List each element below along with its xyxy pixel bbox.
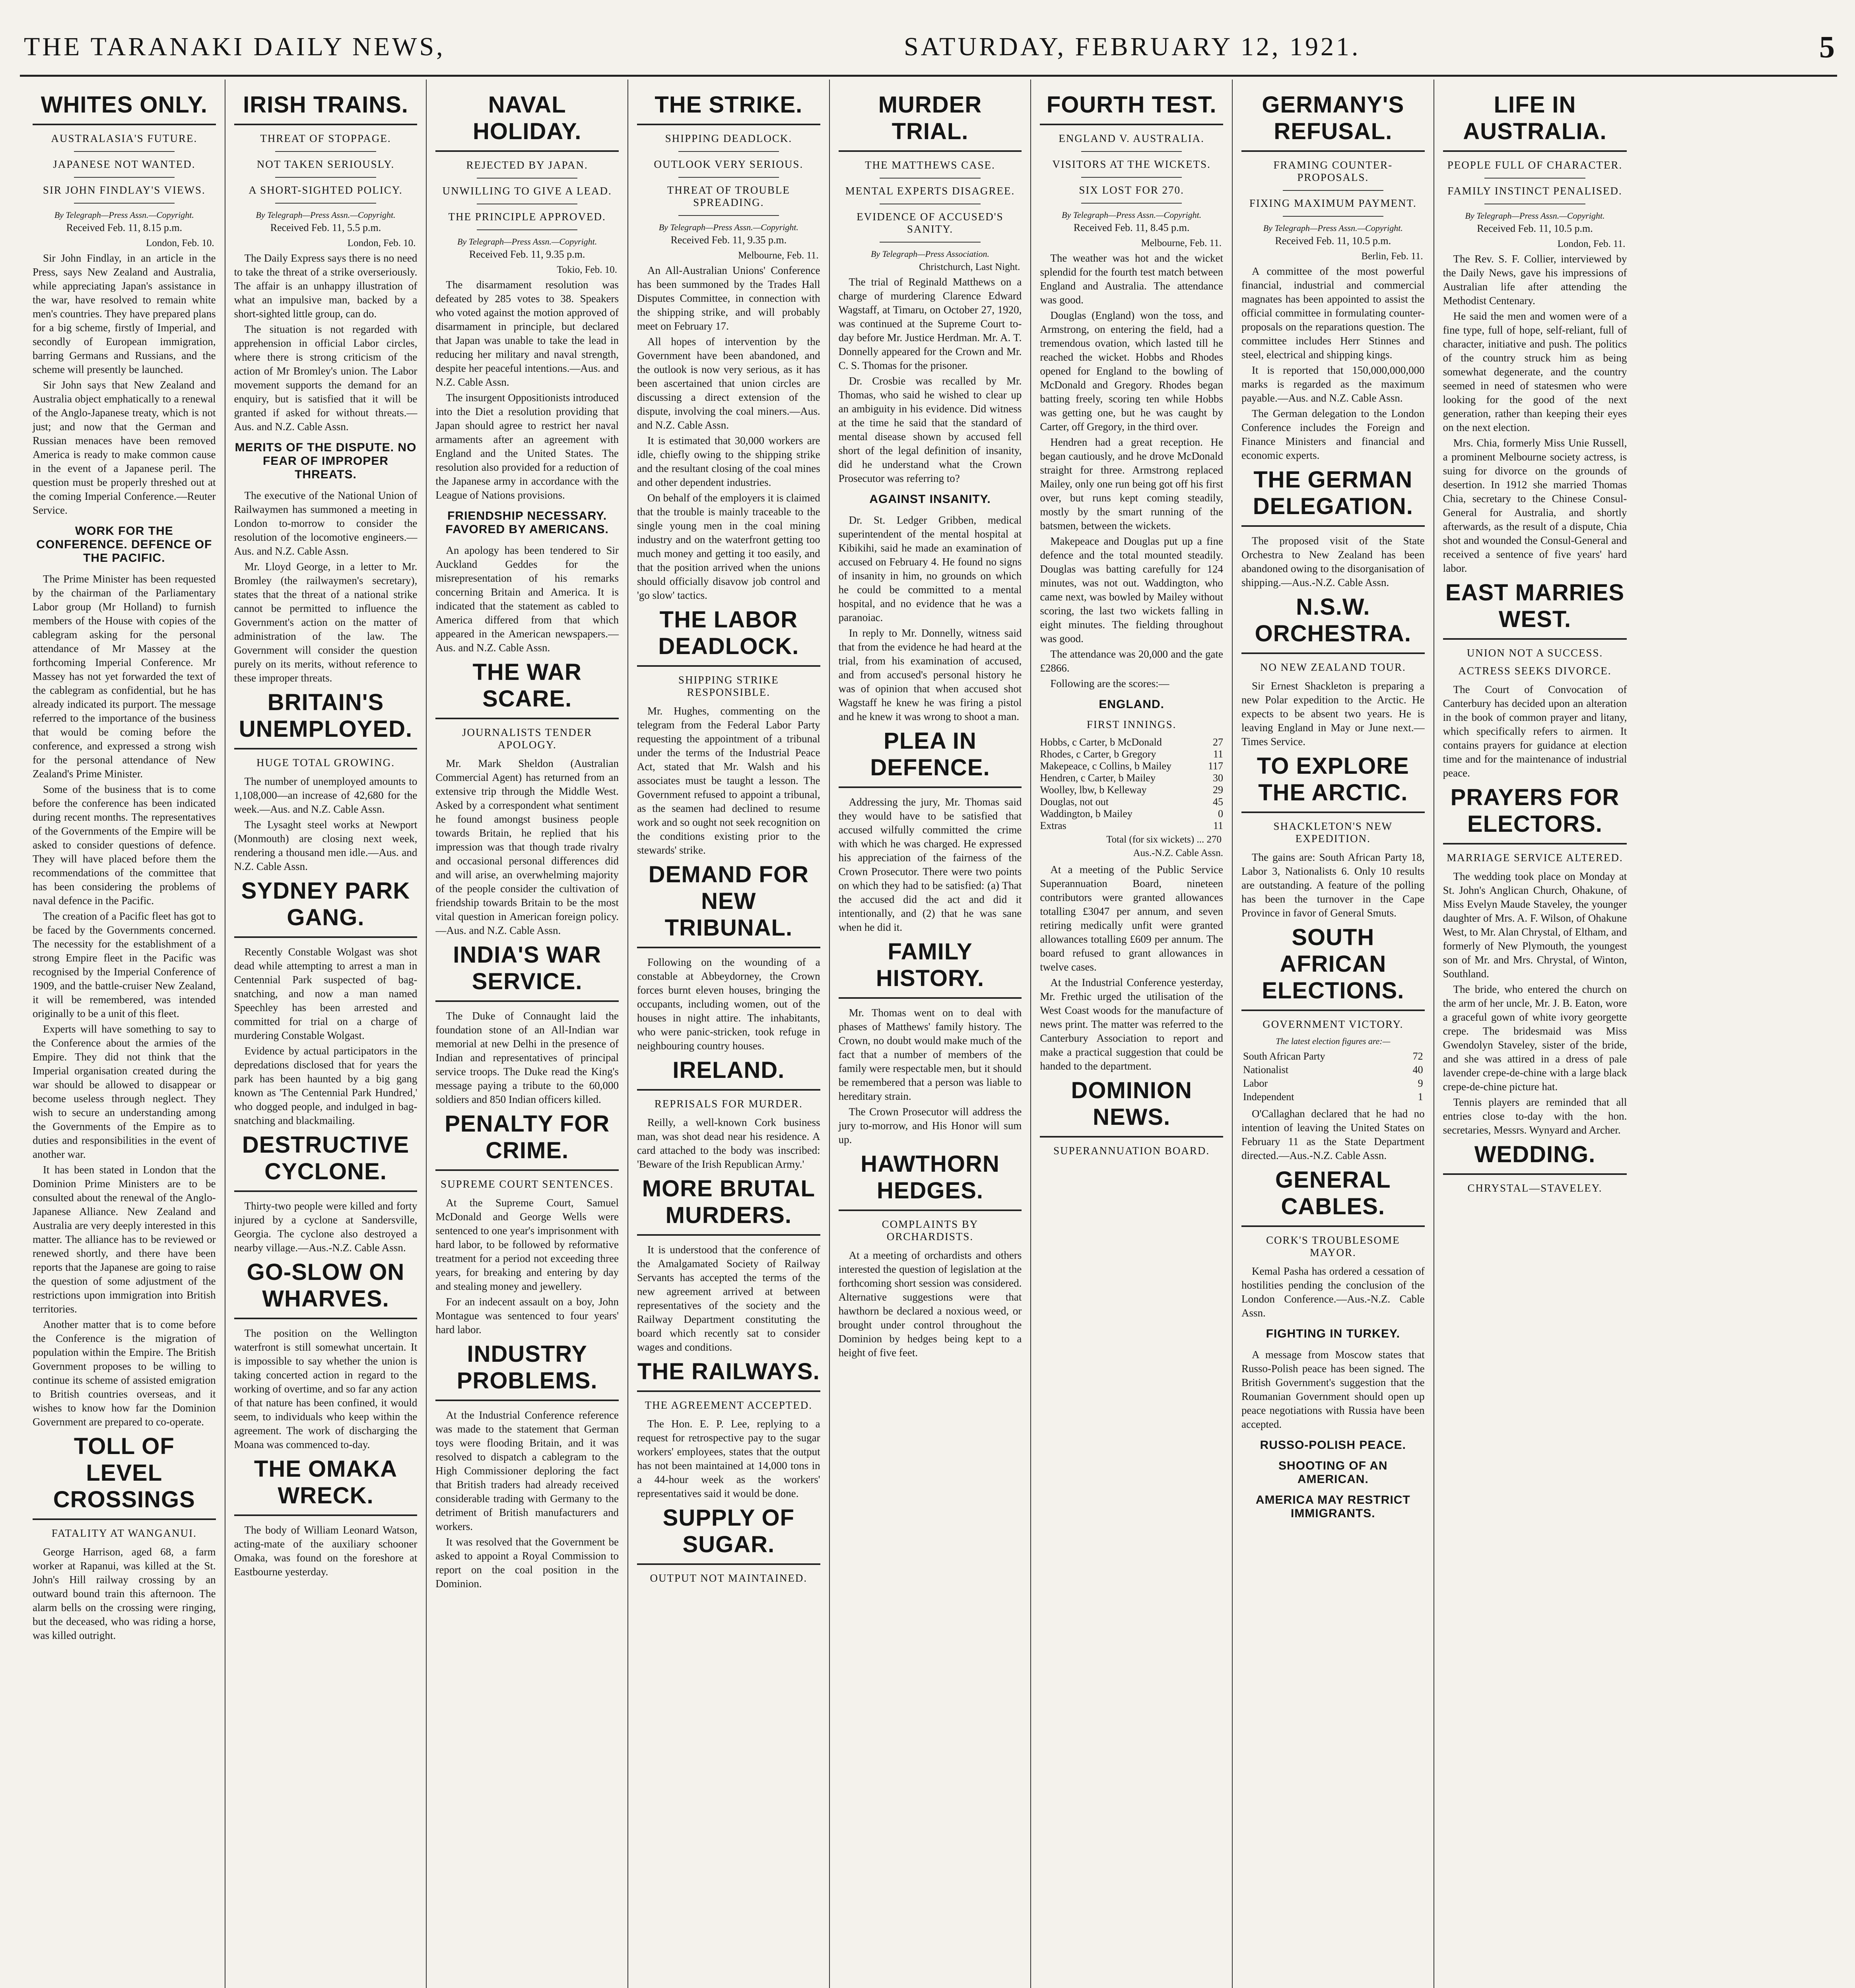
runs: 11 <box>1213 748 1223 760</box>
paragraph: The wedding took place on Monday at St. John's Anglican Church, Ohakune, of Miss Evelyn Maude Staveley, the younger daughter of Mrs. A. F. Wilson, of Ohakune West, to Mr. Alan Chrystal, of Eltham, and formerly of New Plymouth, the youngest son of Mr. and Mrs. Chrystal, of Winton, Southland. <box>1443 870 1627 980</box>
article-headline: THE WAR SCARE. <box>435 659 619 719</box>
wire-credit: By Telegraph—Press Assn.—Copyright. <box>1062 210 1202 220</box>
runs: 45 <box>1212 796 1223 808</box>
headline-deck: FIXING MAXIMUM PAYMENT. <box>1249 197 1417 209</box>
article-headline: WEDDING. <box>1443 1141 1627 1175</box>
received-time: Received Feb. 11, 10.5 p.m. <box>1275 235 1391 247</box>
article-body <box>33 251 216 517</box>
paragraph: The executive of the National Union of Railwaymen has summoned a meeting in London to-morrow to consider the resolution of the locomotive engineers.—Aus. and N.Z. Cable Assn. <box>234 489 418 557</box>
headline-deck: EVIDENCE OF ACCUSED'S SANITY. <box>857 211 1004 235</box>
article-headline: MURDER TRIAL. <box>839 91 1022 152</box>
paragraph: The situation is not regarded with apprehension in official Labor circles, where there is strong criticism of the action of Mr Bromley's union. The Labor movement supports the demand for an enquiry, but is satisfied that it will be granted if asked for without threats.—Aus. and N.Z. Cable Assn. <box>234 323 418 433</box>
paragraph: It is understood that the conference of the Amalgamated Society of Railway Servants has accepted the terms of the new agreement arrived at between representatives of the society and the Railway Department constituting the board which recently sat to consider wages and conditions. <box>637 1244 820 1353</box>
seats: 1 <box>1418 1091 1423 1103</box>
article-headline: GERMANY'S REFUSAL. <box>1241 91 1425 152</box>
paragraph: Hendren had a great reception. He began cautiously, and he drove McDonald straight for three. Armstrong replaced Mailey, only one run being got off his first over, but runs kept coming steadily, mostly by the smart running of the batsmen, between the wickets. <box>1040 436 1223 532</box>
article-body-4 <box>435 1009 619 1107</box>
deck-rule <box>74 177 175 178</box>
deck-rule <box>1283 190 1383 191</box>
headline-deck: SHIPPING DEADLOCK. <box>665 132 793 144</box>
headline-deck: REJECTED BY JAPAN. <box>466 159 588 171</box>
paragraph: In reply to Mr. Donnelly, witness said that from the evidence he had heard at the trial, from his examination of accused, and from accused's personal history he was of opinion that when accused shot Wagstaff he knew he was firing a pistol and he knew it was wrong to shoot a man. <box>838 627 1022 722</box>
article-body-6 <box>637 1243 820 1354</box>
article-headline: TO EXPLORE THE ARCTIC. <box>1241 753 1425 813</box>
paragraph: The number of unemployed amounts to 1,108,000—an increase of 42,680 for the week.—Aus. and N.Z. Cable Assn. <box>234 775 418 815</box>
score-row <box>1040 820 1223 832</box>
headline-deck: AUSTRALASIA'S FUTURE. <box>51 132 198 144</box>
article-body-6 <box>435 1408 619 1591</box>
article-body-7 <box>1241 1264 1425 1320</box>
election-results <box>1241 1050 1425 1104</box>
column-8 <box>1434 80 1636 1988</box>
article-headline: SOUTH AFRICAN ELECTIONS. <box>1241 924 1425 1011</box>
headline-deck: MARRIAGE SERVICE ALTERED. <box>1447 852 1623 864</box>
headline-deck: UNWILLING TO GIVE A LEAD. <box>442 185 612 197</box>
subheading: MERITS OF THE DISPUTE. NO FEAR OF IMPROPER THREATS. <box>235 441 417 481</box>
paragraph: The weather was hot and the wicket splendid for the fourth test match between England and Australia. The attendance was good. <box>1040 252 1223 306</box>
headline-deck: FRAMING COUNTER-PROPOSALS. <box>1273 159 1393 183</box>
runs: 117 <box>1208 760 1223 772</box>
paragraph: A committee of the most powerful financial, industrial and commercial magnates has been appointed to assist the official committee in formulating counter-proposals on the reparations question. The committee includes Herr Stinnes and steel, electrical and shipping kings. <box>1241 265 1425 361</box>
headline-deck: MENTAL EXPERTS DISAGREE. <box>845 185 1015 197</box>
headline-deck: NOT TAKEN SERIOUSLY. <box>256 158 395 170</box>
score-row <box>1040 784 1223 796</box>
article-headline: HAWTHORN HEDGES. <box>839 1151 1022 1211</box>
received-time: Received Feb. 11, 9.35 p.m. <box>670 234 787 246</box>
paragraph: The Rev. S. F. Collier, interviewed by the Daily News, gave his impressions of Australian life after attending the Methodist Centenary. <box>1443 253 1627 307</box>
article-headline: LIFE IN AUSTRALIA. <box>1443 91 1627 152</box>
wire-credit: By Telegraph—Press Assn.—Copyright. <box>256 210 396 220</box>
paragraph: The insurgent Oppositionists introduced into the Diet a resolution providing that Japan should agree to restrict her naval armaments after an agreement with England and the United States. The resolution also provided for a reduction of the Japanese army in accordance with the League of Nations provisions. <box>435 392 619 501</box>
paragraph: The Hon. E. P. Lee, replying to a request for retrospective pay to the sugar workers' employees, states that the output has not been maintained at 14,000 tons in a 44-hour week as the workers' representatives said it would be done. <box>637 1418 820 1499</box>
article-headline: BRITAIN'S UNEMPLOYED. <box>234 689 418 749</box>
article-body-3 <box>234 775 418 874</box>
dateline: London, Feb. 10. <box>347 238 416 248</box>
article-body-2 <box>435 544 619 655</box>
headline-deck: FAMILY INSTINCT PENALISED. <box>1447 185 1622 197</box>
paragraph: All hopes of intervention by the Government have been abandoned, and the outlook is now very serious, as it has been ascertained that union circles are discussing a direct extension of the dispute, involving the coal miners.—Aus. and N.Z. Cable Assn. <box>637 336 820 431</box>
deck-rule <box>74 151 175 152</box>
column-3 <box>427 80 628 1988</box>
article-headline: WHITES ONLY. <box>33 91 216 125</box>
article-headline: GO-SLOW ON WHARVES. <box>234 1259 418 1319</box>
paragraph: Sir John Findlay, in an article in the Press, says New Zealand and Australia, while appreciating Japan's assistance in the war, have resolved to remain white men's countries. They have prepared plans for a big scheme, firstly of Imperial, and secondly of European immigration, barring Germans and Russians, and the scheme will presently be launched. <box>33 252 216 375</box>
deck-rule <box>275 203 376 204</box>
article-body <box>1040 251 1223 691</box>
party: Nationalist <box>1243 1064 1289 1076</box>
deck-rule <box>880 178 980 179</box>
headline-deck: COMPLAINTS BY ORCHARDISTS. <box>882 1218 979 1242</box>
article-body-2 <box>33 572 216 1429</box>
article-body <box>839 275 1022 485</box>
headline-deck: ACTRESS SEEKS DIVORCE. <box>1458 665 1612 677</box>
paragraph: Evidence by actual participators in the depredations disclosed that for years the park has been haunted by a big gang known as 'The Centennial Park Hundred,' who dogged people, and indulged in bag-snatching and blackmailing. <box>234 1045 418 1126</box>
runs: 30 <box>1212 772 1223 784</box>
article-headline: FOURTH TEST. <box>1040 91 1223 125</box>
paragraph: It is estimated that 30,000 workers are idle, chiefly owing to the shipping strike and the resultant closing of the coal mines and other dependent industries. <box>637 435 820 488</box>
paragraph: At the Industrial Conference yesterday, Mr. Frethic urged the utilisation of the West Coast woods for the manufacture of news print. The matter was referred to the Canterbury Association to report and make a practical suggestion that could be handed to the department. <box>1040 977 1223 1072</box>
article-headline: DEMAND FOR NEW TRIBUNAL. <box>637 861 820 948</box>
headline-deck: THREAT OF STOPPAGE. <box>260 132 391 144</box>
dateline: Melbourne, Feb. 11. <box>738 250 819 261</box>
article-body-3 <box>637 704 820 857</box>
article-body <box>1241 264 1425 405</box>
paragraph: The proposed visit of the State Orchestra to New Zealand has been abandoned owing to the disorganisation of shipping.—Aus.-N.Z. Cable Assn. <box>1241 535 1425 588</box>
article-body-7 <box>637 1417 820 1501</box>
paragraph: Douglas (England) won the toss, and Armstrong, on entering the field, had a tremendous ovation, which lasted till he reached the wicket. Hobbs and Rhodes opened for England to the bowling of McDonald and Gregory. Rhodes began batting freely, scoring ten while Hobbs was getting one, but he was caught by Carter, off Gregory, in the third over. <box>1040 309 1223 433</box>
wire-credit: By Telegraph—Press Association. <box>870 249 989 259</box>
deck-rule <box>1081 177 1182 178</box>
headline-deck: OUTPUT NOT MAINTAINED. <box>650 1572 808 1584</box>
score-row <box>1040 748 1223 760</box>
results-intro: The latest election figures are:— <box>1276 1036 1391 1046</box>
headline-deck: THREAT OF TROUBLE SPREADING. <box>667 184 790 208</box>
result-row <box>1241 1090 1425 1104</box>
headline-deck: THE AGREEMENT ACCEPTED. <box>645 1399 812 1411</box>
party: Independent <box>1243 1091 1294 1103</box>
article-body-5 <box>234 1199 418 1255</box>
headline-deck: SHIPPING STRIKE RESPONSIBLE. <box>678 674 779 698</box>
paragraph: The position on the Wellington waterfront is still somewhat uncertain. It is impossible to say whether the union is taking concerted action in regard to the working of overtime, and so far any action of that nature has been confined, it would seem, to individuals who keep within the agreement. The work of discharging the Moana was commenced to-day. <box>234 1327 418 1450</box>
subheading: RUSSO-POLISH PEACE. <box>1260 1439 1406 1452</box>
paragraph: Kemal Pasha has ordered a cessation of hostilities pending the conclusion of the London Conference.—Aus.-N.Z. Cable Assn. <box>1241 1265 1425 1319</box>
batsman: Makepeace, c Collins, b Mailey <box>1040 760 1172 772</box>
seats: 9 <box>1418 1077 1423 1089</box>
masthead <box>24 28 1837 66</box>
article-body <box>637 264 820 432</box>
received-time: Received Feb. 11, 8.15 p.m. <box>66 222 183 233</box>
column-2 <box>225 80 427 1988</box>
article-headline: THE GERMAN DELEGATION. <box>1241 466 1425 527</box>
paragraph: An All-Australian Unions' Conference has been summoned by the Trades Hall Disputes Committee, in connection with the shipping strike, and will probably meet on February 17. <box>637 264 820 332</box>
runs: 27 <box>1212 736 1223 748</box>
headline-deck: JAPANESE NOT WANTED. <box>53 158 196 170</box>
paragraph: O'Callaghan declared that he had no intention of leaving the United States on February 11 as the State Department directed.—Aus.-N.Z. Cable Assn. <box>1241 1108 1425 1161</box>
article-body-3 <box>1241 534 1425 590</box>
headline-deck: HUGE TOTAL GROWING. <box>256 757 395 769</box>
runs: 11 <box>1213 820 1223 831</box>
batsman: Woolley, lbw, b Kelleway <box>1040 784 1147 796</box>
article-headline: GENERAL CABLES. <box>1241 1167 1425 1227</box>
article-headline: EAST MARRIES WEST. <box>1443 579 1627 640</box>
article-headline: NAVAL HOLIDAY. <box>435 91 619 152</box>
score-row <box>1040 772 1223 784</box>
received-time: Received Feb. 11, 9.35 p.m. <box>469 248 585 260</box>
dateline: London, Feb. 10. <box>146 238 214 248</box>
paragraph: Mr. Lloyd George, in a letter to Mr. Bromley (the railwaymen's secretary), states that the threat of a national strike cannot be permitted to influence the Government's action on the matter of administration of the law. The Government will consider the question purely on its merits, without reference to these improper threats. <box>234 561 418 684</box>
score-row <box>1040 760 1223 772</box>
article-headline: INDIA'S WAR SERVICE. <box>435 942 619 1002</box>
score-row <box>1040 736 1223 748</box>
headline-deck: CORK'S TROUBLESOME MAYOR. <box>1266 1234 1400 1258</box>
party: South African Party <box>1243 1050 1325 1062</box>
party: Labor <box>1243 1077 1268 1089</box>
paragraph: Dr. St. Ledger Gribben, medical superintendent of the mental hospital at Kibikihi, said he made an examination of accused on February 4. He found no signs of insanity in him, no grounds on which he could be committed to a mental hospital, and no evidence that he was a paranoiac. <box>838 514 1022 623</box>
paragraph: On behalf of the employers it is claimed that the trouble is mainly traceable to the single young men in the coal mining industry and on the waterfront getting too much money and getting it too easily, and that the position arrived when the unions should officially disavow job control and 'go slow' tactics. <box>637 492 820 601</box>
paragraph: The German delegation to the London Conference includes the Foreign and Finance Ministers and financial and economic experts. <box>1241 408 1425 461</box>
dateline: Christchurch, Last Night. <box>919 262 1020 272</box>
subheading: WORK FOR THE CONFERENCE. DEFENCE OF THE PACIFIC. <box>36 524 212 565</box>
columns-container <box>24 80 1837 1988</box>
headline-deck: NO NEW ZEALAND TOUR. <box>1260 661 1406 673</box>
paragraph: It was resolved that the Government be asked to appoint a Royal Commission to report on the coal position in the Dominion. <box>435 1536 619 1590</box>
paragraph: Some of the business that is to come before the conference has been indicated during recent months. The representatives of the Governments of the Empire will be asked to consider questions of defence. They will have placed before them the recommendations of the committee that has been considering the problems of naval defence in the Pacific. <box>33 783 216 907</box>
wire-credit: By Telegraph—Press Assn.—Copyright. <box>457 237 597 247</box>
scores-title: ENGLAND. <box>1099 698 1164 711</box>
deck-rule <box>1081 203 1182 204</box>
article-body-2 <box>1040 863 1223 1073</box>
article-body-2 <box>839 513 1022 724</box>
score-row <box>1040 808 1223 820</box>
column-4 <box>628 80 830 1988</box>
article-headline: INDUSTRY PROBLEMS. <box>435 1341 619 1401</box>
paragraph: The Duke of Connaught laid the foundation stone of an All-Indian war memorial at new Delhi in the presence of Indian and representatives of principal service troops. The Duke read the King's message paying a tribute to the 60,000 soldiers and 850 Indian officers killed. <box>435 1010 619 1105</box>
article-body-3 <box>435 757 619 938</box>
runs: 29 <box>1212 784 1223 796</box>
article-body-8 <box>1241 1348 1425 1431</box>
received-time: Received Feb. 11, 5.5 p.m. <box>270 222 381 233</box>
paragraph: Mr. Thomas went on to deal with phases of Matthews' family history. The Crown, no doubt would make much of the fact that a number of members of the family were respectable men, but it should be remembered that a person was liable to hereditary strain. <box>838 1007 1022 1102</box>
paragraph: The Crown Prosecutor will address the jury to-morrow, and His Honor will sum up. <box>838 1106 1022 1145</box>
scores-subtitle: FIRST INNINGS. <box>1086 718 1177 730</box>
article-headline: TOLL OF LEVEL CROSSINGS <box>33 1433 216 1520</box>
dateline: Melbourne, Feb. 11. <box>1141 238 1222 248</box>
paragraph: The body of William Leonard Watson, acting-mate of the auxiliary schooner Omaka, was found on the foreshore at Eastbourne yesterday. <box>234 1524 418 1578</box>
article-headline: DOMINION NEWS. <box>1040 1077 1223 1138</box>
article-body-6 <box>1241 1107 1425 1163</box>
paragraph: At the Supreme Court, Samuel McDonald and George Wells were sentenced to one year's imprisonment with hard labor, to be followed by reformative treatment for a period not exceeding three years, for breaking and entering by day and stealing money and jewellery. <box>435 1197 619 1292</box>
deck-rule <box>275 177 376 178</box>
article-body-2 <box>637 434 820 602</box>
paragraph: Experts will have something to say to the Conference about the armies of the Empire. They did not think that the Imperial organisation created during the war should be allowed to disappear or become useless through neglect. They wish to secure an understanding among the Governments of the Empire as to duties and responsibilities in the event of another war. <box>33 1023 216 1160</box>
subheading: FRIENDSHIP NECESSARY. FAVORED BY AMERICANS. <box>445 509 609 536</box>
article-body <box>435 278 619 502</box>
article-body-3 <box>33 1545 216 1642</box>
wire-credit: By Telegraph—Press Assn.—Copyright. <box>658 222 798 232</box>
article-body <box>1443 252 1627 435</box>
article-headline: SYDNEY PARK GANG. <box>234 878 418 938</box>
article-body-2 <box>1443 436 1627 575</box>
dateline: Tokio, Feb. 10. <box>557 264 617 275</box>
seats: 40 <box>1412 1064 1423 1076</box>
paragraph: Makepeace and Douglas put up a fine defence and the total mounted steadily. Douglas was batting carefully for 124 minutes, was not out. Waddington, who came next, was bowled by Mailey without scoring, the last two wickets falling in eight minutes. The fielding throughout was good. <box>1040 535 1223 645</box>
headline-deck: SHACKLETON'S NEW EXPEDITION. <box>1273 820 1393 845</box>
article-headline: SUPPLY OF SUGAR. <box>637 1505 820 1565</box>
article-body-5 <box>637 1116 820 1171</box>
paper-title: THE TARANAKI DAILY NEWS, <box>24 32 445 61</box>
dateline: London, Feb. 11. <box>1557 239 1626 249</box>
paragraph: The Prime Minister has been requested by the chairman of the Parliamentary Labor group (Mr Holland) to furnish members of the House with copies of the cablegram asking for the personal attendance of Mr Massey at the forthcoming Imperial Conference. Mr Massey has not yet forwarded the text of the cablegram as confidential, but he has already indicated its purport. The message referred to the importance of the business that would be coming before the conference, and expressed a strong wish for the personal attendance of New Zealand's Prime Minister. <box>33 573 216 780</box>
deck-rule <box>477 178 577 179</box>
article-headline: THE OMAKA WRECK. <box>234 1456 418 1516</box>
article-headline: N.S.W. ORCHESTRA. <box>1241 594 1425 654</box>
headline-deck: THE MATTHEWS CASE. <box>865 159 995 171</box>
result-row <box>1241 1050 1425 1063</box>
runs: 0 <box>1218 808 1223 819</box>
article-body-4 <box>839 1006 1022 1147</box>
subheading: AMERICA MAY RESTRICT IMMIGRANTS. <box>1255 1493 1410 1520</box>
batsman: Douglas, not out <box>1040 796 1109 808</box>
article-headline: THE STRIKE. <box>637 91 820 125</box>
paragraph: Addressing the jury, Mr. Thomas said they would have to be satisfied that accused wilfully committed the crime with which he was charged. He expressed his appreciation of the fairness of the Crown Prosecutor. There were two points on which they had to be satisfied: (a) That the accused did the act and did it intentionally, and (2) that he was sane when he did it. <box>838 796 1022 933</box>
masthead-rule <box>20 75 1837 77</box>
article-body-5 <box>1241 850 1425 920</box>
paragraph: For an indecent assault on a boy, John Montague was sentenced to four years' hard labor. <box>435 1296 619 1336</box>
subheading: FIGHTING IN TURKEY. <box>1266 1327 1400 1340</box>
headline-deck: PEOPLE FULL OF CHARACTER. <box>1447 159 1623 171</box>
article-body-4 <box>637 955 820 1053</box>
batsman: Waddington, b Mailey <box>1040 808 1132 819</box>
paragraph: The gains are: South African Party 18, Labor 3, Nationalists 6. Only 10 results are outstanding. A feature of the polling has been the turnover in the Cape Province in favor of General Smuts. <box>1241 851 1425 919</box>
result-row <box>1241 1077 1425 1090</box>
article-body-2 <box>1241 407 1425 462</box>
deck-rule <box>678 177 779 178</box>
paragraph: The attendance was 20,000 and the gate £2866. <box>1040 648 1223 674</box>
column-5 <box>830 80 1031 1988</box>
deck-rule <box>74 203 175 204</box>
headline-deck: UNION NOT A SUCCESS. <box>1467 647 1603 659</box>
page-number: 5 <box>1819 29 1837 64</box>
article-headline: MORE BRUTAL MURDERS. <box>637 1175 820 1236</box>
paragraph: At a meeting of the Public Service Superannuation Board, nineteen contributors were granted allowances totalling £3047 per annum, and seven retiring medically unfit were granted allowances totalling £609 per annum. The board refused to grant allowances in twelve cases. <box>1040 864 1223 973</box>
paragraph: The Court of Convocation of Canterbury has decided upon an alteration in the book of common prayer and litany, which specifically refers to airmen. It contains prayers for guidance at election time and for the maintenance of industrial peace. <box>1443 683 1627 779</box>
paragraph: It has been stated in London that the Dominion Prime Ministers are to be consulted about the renewal of the Anglo-Japanese Alliance. New Zealand and Australia are very deeply interested in this matter. The alliance has to be reviewed or renewed shortly, and there have been reports that the Japanese are going to raise the question of some adjustment of the restrictions upon immigration into British territories. <box>33 1164 216 1315</box>
paragraph: The bride, who entered the church on the arm of her uncle, Mr. J. B. Eaton, wore a graceful gown of white ivory georgette crepe. The bridesmaid was Miss Gwendolyn Staveley, sister of the bride, and she was attired in a dress of pale lavender crepe-de-chine with a large black crepe-de-chine picture hat. <box>1443 983 1627 1093</box>
column-1 <box>24 80 225 1988</box>
paragraph: George Harrison, aged 68, a farm worker at Rapanui, was killed at the St. John's Hill railway crossing by an outward bound train this afternoon. The alarm bells on the crossing were ringing, but the deceased, who was riding a horse, was killed outright. <box>33 1546 216 1641</box>
headline-deck: FATALITY AT WANGANUI. <box>51 1527 197 1539</box>
article-headline: PENALTY FOR CRIME. <box>435 1110 619 1171</box>
seats: 72 <box>1412 1050 1423 1062</box>
headline-deck: SIX LOST FOR 270. <box>1079 184 1184 196</box>
headline-deck: A SHORT-SIGHTED POLICY. <box>249 184 403 196</box>
paragraph: The creation of a Pacific fleet has got to be faced by the Governments concerned. The necessity for the establishment of a strong Empire fleet in the Pacific was recognised by the Imperial Conference of 1909, and the battle-cruiser New Zealand, it will be remembered, was intended originally to be a unit of this fleet. <box>33 910 216 1019</box>
paragraph: Following are the scores:— <box>1050 678 1169 689</box>
batsman: Extras <box>1040 820 1066 831</box>
article-body-5 <box>435 1196 619 1337</box>
article-body-4 <box>234 945 418 1128</box>
headline-deck: CHRYSTAL—STAVELEY. <box>1467 1182 1602 1194</box>
headline-deck: JOURNALISTS TENDER APOLOGY. <box>462 726 592 751</box>
headline-deck: THE PRINCIPLE APPROVED. <box>448 211 606 223</box>
article-body-5 <box>839 1248 1022 1360</box>
wire-credit: By Telegraph—Press Assn.—Copyright. <box>1263 223 1403 233</box>
paragraph: Mrs. Chia, formerly Miss Unie Russell, a prominent Melbourne society actress, is suing for divorce on the grounds of desertion. In 1912 she married Thomas Chia, secretary to the Chinese Consul-General for Australia, and shortly afterwards, as the result of a dispute, Chia shot and wounded the Consul-General and received a sentence of five years' hard labor. <box>1443 437 1627 574</box>
headline-deck: OUTLOOK VERY SERIOUS. <box>654 158 804 170</box>
batsman: Hendren, c Carter, b Mailey <box>1040 772 1156 784</box>
result-row <box>1241 1063 1425 1077</box>
paragraph: The Daily Express says there is no need to take the threat of a strike overseriously. The affair is an unhappy illustration of what an impulsive man, backed by a short-sighted little group, can do. <box>234 252 418 320</box>
paragraph: The Lysaght steel works at Newport (Monmouth) are closing next week, rendering a thousand men idle.—Aus. and N.Z. Cable Assn. <box>234 819 418 872</box>
deck-rule <box>1283 216 1383 217</box>
headline-deck: VISITORS AT THE WICKETS. <box>1052 158 1211 170</box>
subheading: SHOOTING OF AN AMERICAN. <box>1278 1459 1388 1486</box>
paragraph: The disarmament resolution was defeated by 285 votes to 38. Speakers who voted against the motion approved of disarmament in principle, but declared that Japan was unable to take the lead in reducing her military and naval strength, despite her peaceful intentions.—Aus. and N.Z. Cable Assn. <box>435 279 619 388</box>
paragraph: Sir John says that New Zealand and Australia object emphatically to a renewal of the Anglo-Japanese treaty, which is not just; and now that the German and Russian menaces have been removed America is ready to make common cause in the event of a Japanese peril. The question must be properly threshed out at the coming Imperial Conference.—Reuter Service. <box>33 379 216 516</box>
scores-total: Total (for six wickets) ... 270 <box>1106 834 1222 845</box>
deck-rule <box>678 215 779 216</box>
paragraph: A message from Moscow states that Russo-Polish peace has been signed. The British Government's suggestion that the Roumanian Government should open up peace negotiations with Russia have been accepted. <box>1241 1349 1425 1430</box>
article-body-4 <box>1241 679 1425 749</box>
column-7 <box>1233 80 1434 1988</box>
received-time: Received Feb. 11, 10.5 p.m. <box>1477 223 1593 234</box>
headline-deck: SUPERANNUATION BOARD. <box>1053 1145 1210 1157</box>
batsman: Rhodes, c Carter, b Gregory <box>1040 748 1156 760</box>
paragraph: He said the men and women were of a fine type, full of hope, self-reliant, full of character, initiative and push. The politics of the country struck him as being somewhat degenerate, and the country seemed in need of statesmen who were looking for the good of the next generation, rather than keeping their eyes on the next election. <box>1443 310 1627 433</box>
article-body <box>234 251 418 434</box>
dateline: Berlin, Feb. 11. <box>1361 251 1423 262</box>
article-headline: IRISH TRAINS. <box>234 91 418 125</box>
wire-credit: By Telegraph—Press Assn.—Copyright. <box>54 210 194 220</box>
scores-source: Aus.-N.Z. Cable Assn. <box>1133 848 1223 858</box>
article-body-7 <box>234 1523 418 1579</box>
paragraph: Mr. Hughes, commenting on the telegram from the Federal Labor Party requesting the appointment of a tribunal under the terms of the Industrial Peace Act, stated that Mr. Walsh and his associates must be taught a lesson. The Government refused to appoint a tribunal, as the seamen had declined to resume work and so ought not seek recognition on the conditions existing prior to the stewards' strike. <box>637 705 820 856</box>
article-headline: DESTRUCTIVE CYCLONE. <box>234 1132 418 1192</box>
headline-deck: SUPREME COURT SENTENCES. <box>441 1178 614 1190</box>
deck-rule <box>1484 178 1585 179</box>
paragraph: The trial of Reginald Matthews on a charge of murdering Clarence Edward Wagstaff, at Timaru, on October 27, 1920, was continued at the Supreme Court to-day before Mr. Justice Herdman. Mr. A. T. Donnelly appeared for the Crown and Mr. C. S. Thomas for the prisoner. <box>838 276 1022 371</box>
article-headline: PRAYERS FOR ELECTORS. <box>1443 784 1627 845</box>
paragraph: Thirty-two people were killed and forty injured by a cyclone at Sandersville, Georgia. The cyclone also destroyed a nearby village.—Aus.-N.Z. Cable Assn. <box>234 1200 418 1254</box>
article-body-3 <box>1443 683 1627 780</box>
article-body-2 <box>234 489 418 685</box>
paragraph: Another matter that is to come before the Conference is the migration of population within the Empire. The British Government proposes to be willing to continue its scheme of assisted emigration to British countries overseas, and it wishes to know how far the Dominion Government are prepared to co-operate. <box>33 1318 216 1428</box>
deck-rule <box>880 242 980 243</box>
article-headline: FAMILY HISTORY. <box>839 938 1022 999</box>
article-headline: PLEA IN DEFENCE. <box>839 728 1022 788</box>
received-time: Received Feb. 11, 8.45 p.m. <box>1073 222 1190 233</box>
paragraph: At the Industrial Conference reference was made to the statement that German toys were flooding Britain, and it was resolved to dispatch a cablegram to the High Commissioner deploring the fact that British traders had already received considerable trading with Germany to the detriment of British manufacturers and workers. <box>435 1409 619 1532</box>
paragraph: Mr. Mark Sheldon (Australian Commercial Agent) has returned from an extensive trip through the Middle West. Asked by a correspondent what sentiment he found amongst business people towards Britain, he replied that his impression was that though trade rivalry and occasional personal differences did and will arise, an overwhelming majority of the people consider the cultivation of friendship towards Britain to be the most vital question in American foreign policy.—Aus. and N.Z. Cable Assn. <box>435 757 619 936</box>
batsman: Hobbs, c Carter, b McDonald <box>1040 736 1162 748</box>
headline-deck: ENGLAND V. AUSTRALIA. <box>1059 132 1204 144</box>
subheading: AGAINST INSANITY. <box>869 493 991 506</box>
article-headline: IRELAND. <box>637 1057 820 1091</box>
article-body-3 <box>839 795 1022 934</box>
column-6 <box>1031 80 1233 1988</box>
headline-deck: GOVERNMENT VICTORY. <box>1263 1018 1404 1030</box>
issue-date: SATURDAY, FEBRUARY 12, 1921. <box>904 32 1361 61</box>
wire-credit: By Telegraph—Press Assn.—Copyright. <box>1465 211 1605 221</box>
paragraph: Following on the wounding of a constable at Abbeydorney, the Crown forces burnt eleven houses, bringing the occupants, including women, out of the houses in night attire. The inhabitants, who were panic-stricken, took refuge in neighbouring country houses. <box>637 956 820 1052</box>
headline-deck: SIR JOHN FINDLAY'S VIEWS. <box>43 184 206 196</box>
article-headline: THE RAILWAYS. <box>637 1358 820 1392</box>
deck-rule <box>678 151 779 152</box>
deck-rule <box>275 151 376 152</box>
paragraph: Dr. Crosbie was recalled by Mr. Thomas, who said he wished to clear up an ambiguity in his evidence. Did witness at the time he said that the standard of mental disease shown by accused fell short of the legal definition of insanity, did he understand what the Crown Prosecutor was referring to? <box>838 375 1022 484</box>
paragraph: Sir Ernest Shackleton is preparing a new Polar expedition to the Arctic. He expects to be absent two years. He is leaving England in May or June next.—Times Service. <box>1241 680 1425 747</box>
paragraph: Tennis players are reminded that all entries close to-day with the hon. secretaries, Messrs. Wynyard and Archer. <box>1443 1096 1627 1136</box>
article-body-6 <box>234 1326 418 1452</box>
deck-rule <box>477 229 577 230</box>
article-body-4 <box>1443 870 1627 1137</box>
paragraph: An apology has been tendered to Sir Auckland Geddes for the misrepresentation of his remarks concerning Britain and America. It is indicated that the statement as cabled to America differed from that which appeared in the American newspapers.—Aus. and N.Z. Cable Assn. <box>435 544 619 654</box>
article-headline: THE LABOR DEADLOCK. <box>637 606 820 667</box>
paragraph: Recently Constable Wolgast was shot dead while attempting to arrest a man in Centennial Park suspected of bag-snatching, and now a man named Speechley has been arrested and committed for trial on a charge of murdering Constable Wolgast. <box>234 946 418 1041</box>
paragraph: At a meeting of orchardists and others interested the question of legislation at the forthcoming short session was considered. Alternative suggestions were that hawthorn be declared a noxious weed, or brought under control throughout the Dominion by hedges being kept to a height of five feet. <box>838 1249 1022 1359</box>
paragraph: Reilly, a well-known Cork business man, was shot dead near his residence. A card attached to the body was inscribed: 'Beware of the Irish Republican Army.' <box>637 1116 820 1170</box>
deck-rule <box>1081 151 1182 152</box>
score-row <box>1040 796 1223 808</box>
headline-deck: REPRISALS FOR MURDER. <box>654 1098 803 1110</box>
scorecard <box>1040 736 1223 832</box>
paragraph: It is reported that 150,000,000,000 marks is regarded as the maximum payable.—Aus. and N.Z. Cable Assn. <box>1241 364 1425 404</box>
